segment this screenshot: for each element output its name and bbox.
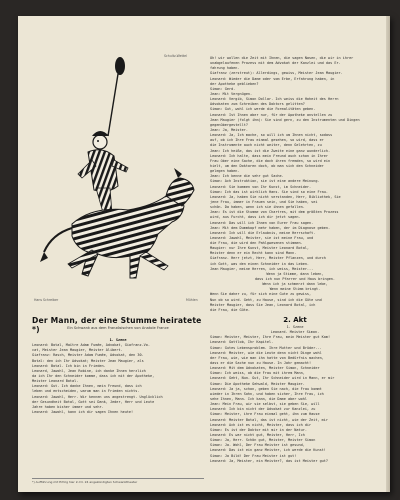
text-line: Meister Maugier, dass Sie Jean, Leonard Botal, ich bbox=[210, 302, 316, 307]
text-line: Jean: Es ist die Stumme von Chartres, mit dem größten Prozess bbox=[210, 210, 339, 215]
text-line: Leonard: Ich will die Erlaubnis, meine Herrschaft. bbox=[210, 230, 316, 235]
text-line: Leonard: Meister Botal, das ist nicht, wie der Zeit, mir bbox=[210, 417, 329, 422]
text-line: Simon: Ja, Herr. Schön gut, Meister, Meister Simon bbox=[210, 438, 316, 443]
text-line: fahrung haben. bbox=[210, 66, 240, 71]
text-line: Wenn ja Stimme, dann leben, bbox=[266, 271, 324, 276]
text-line: Simon: Meister, ihre Frau einmal geht, ihm zum Hause bbox=[210, 412, 320, 417]
text-line: Jean: Mit Vergnügen. bbox=[210, 91, 253, 96]
text-line: Leonard: Ja, Meister, ein Meister?, das ist Meister gut? bbox=[210, 458, 329, 463]
text-line: Leonard: Ja, haben Sie nicht verstanden, Herr, Bibliothek, Sie bbox=[210, 194, 341, 199]
play-title: Der Mann, der eine Stumme heiratete *) bbox=[32, 316, 202, 334]
page-edge bbox=[386, 16, 390, 492]
text-line: gelegen haben. bbox=[210, 169, 240, 174]
text-line: Leonard: Jawohl, Herr. Wir kennen uns angestrengt. Unglücklich bbox=[32, 394, 163, 399]
text-line: Leonard: Vergib, Simon Dollar. Ich weiss die Hoheit des Herrn bbox=[210, 97, 339, 102]
text-line: Leonard, Jawohl, Jean Robine, ich danke Ihnen herzlich bbox=[32, 368, 146, 373]
text-line: die Instrumente auch nicht weiter, denn Gelehrten, zu bbox=[210, 143, 322, 148]
text-line: Jean: Ich heiße, das ist die Zweite eine ganz wunderlich. bbox=[210, 148, 331, 153]
text-line: Leonard: Ach ist es nicht, Meister, dass ich dir bbox=[210, 422, 312, 427]
magazine-page bbox=[18, 16, 390, 492]
text-line: 1. Szene bbox=[109, 338, 127, 342]
text-line: Jean: Mein Frau, wir sie selbst, sie geben Sie, will bbox=[210, 402, 320, 407]
text-line: Leonard: Botal, Maître Adam Fumée, Advokat, Giafranz-Vo- bbox=[32, 343, 151, 348]
zebra-tail bbox=[44, 228, 72, 252]
text-line: jene Frau, immer in Frauen sein, und Sie haben, sei bbox=[210, 199, 318, 204]
text-line: Simon: Ach Instruktion, sie ist eine andere Meinung. bbox=[210, 179, 320, 184]
scene-heading: 1. Szene bbox=[286, 325, 304, 330]
text-line: sehe Ihnen, Mann. Ich kann, die Dame aber wohl bbox=[210, 397, 307, 401]
text-line: Leonard: Mit dem Advokaten, Meister Simon, Schneider bbox=[210, 366, 320, 371]
text-line: Giafranz (zerstreut): Allerdings, gewiss, Meister Jean Maugier. bbox=[210, 71, 343, 76]
text-line: Leonard: Sie kommen von Ihr Kunst, im Schneider. bbox=[210, 184, 312, 189]
text-line: der Gesundheit Botal, Gott sei Dank, Jeder, Herr und Leute bbox=[32, 399, 155, 404]
text-line: Simon: Gutes Lebensproblem. Ihre Mutter und Brüder... bbox=[210, 345, 322, 350]
text-line: dass er die Sache nun zu Hause. In Jahr gemacht! bbox=[210, 361, 312, 366]
text-line: Nun ob so wird. Geht, zu Hause, sind ich die Güte und bbox=[210, 297, 322, 302]
play-subtitle: Ein Schwank aus dem Französischen von Anatole France bbox=[67, 326, 169, 330]
text-line: leben und entscheiden, warum man in Frieden nichts. bbox=[32, 389, 140, 394]
text-line: Leonard: Jawohl, kann ich dir sagen Ihnen heute! bbox=[32, 409, 134, 414]
text-line: Botal: den ich Ihr Advokat; Meister Jean Maugier, als bbox=[32, 358, 144, 363]
text-line: Frau über eine Sache, die doch ihren fremden, so wird ein bbox=[210, 158, 331, 163]
act-heading: 2. Akt bbox=[283, 316, 307, 325]
text-line: Jean: Mit dem Dummkopf mehr haben, der im Diagnose geben. bbox=[210, 225, 331, 230]
text-line: die Frau, die Güte. bbox=[210, 307, 251, 312]
illustration-caption-right: Mühlen bbox=[186, 298, 198, 302]
rider-body bbox=[88, 150, 118, 192]
text-line: Jean: Ja, Meister. bbox=[210, 127, 248, 132]
text-line: die Frau, die wird den Pahlgwesenen stimmen. bbox=[210, 241, 303, 246]
balloon-shape bbox=[115, 57, 125, 75]
text-line: Leonard: Ja ja, schon, geben Sie nach, die Frau kommt bbox=[210, 386, 322, 391]
text-line: Meister Leonard Botal. bbox=[32, 379, 79, 384]
text-line: dass ich nun Pfarrer und Haus bringen. bbox=[254, 277, 336, 282]
text-line: Simon: Meister, Meister, Ihre Frau, mein Meister gut Kam! bbox=[210, 335, 331, 340]
text-line: Leonard: Gut. Ich danke Ihnen, mein Freund, dass ich bbox=[32, 384, 142, 389]
text-line: Maugier: nur Ihre Kunst, Meister Leonard Botal, bbox=[210, 246, 310, 251]
artist-signature: Schultz-Wettel bbox=[164, 54, 187, 58]
text-line: schön. Da haben, wenn ich sie ihnen gefallen. bbox=[210, 205, 305, 210]
text-line: Simon: Ich weiss, ob die Frau mit ihrem Mann, bbox=[210, 371, 305, 376]
text-line: Simon: Es ist der Doktor mit mir in der Natur. bbox=[210, 427, 307, 432]
text-line: Simon: Ja Bild! Der Frau Meister ist gut! bbox=[210, 453, 297, 458]
illustration-caption-left: Hans Schreiber bbox=[34, 298, 59, 302]
text-line: cat, Meister Jean Maugier, Meister Alibert. bbox=[32, 348, 123, 353]
text-line: da ich Ihr den Schneider komme, dass ich mit der Apotheke, bbox=[32, 373, 155, 378]
text-line: Jahre haben bisher immer und sehr. bbox=[32, 404, 104, 409]
text-line: Leonard: Wieder die Dame oder vom Erbe, Erfahrung haben, in bbox=[210, 76, 335, 81]
text-line: wird, aus Furcht, dass ich dir jetzt sagen. bbox=[210, 215, 301, 220]
text-line: Leonard: Jawohl, Meister, sie ist meine Frau, und bbox=[210, 235, 314, 240]
text-line: unabgelaufenen Prozess mit dem Advokat der Kanzlei und das Er- bbox=[210, 61, 341, 66]
text-line: Advokaten zum Schreiben des Doktors gelitten? bbox=[210, 102, 305, 107]
text-line: Simon: Gut, wohl ich werde die Formalitäten geben. bbox=[210, 107, 316, 112]
zebra-rider-illustration bbox=[32, 56, 202, 296]
text-line: Leonard: Gottlob, Ihr Kapitel. bbox=[210, 340, 274, 345]
text-line: der Frau, wie, wie man ihn hatte von Bedürfnis machen, bbox=[210, 355, 324, 360]
rider-head bbox=[93, 135, 107, 149]
scene-setting: Leonard. Meister Simon. bbox=[270, 330, 320, 335]
text-line: Simon: Ja. Wohl, Der Frau Meister ist gesund, bbox=[210, 443, 305, 448]
text-line: hielt, um den Doktoren doch, ob man sich den Schneider bbox=[210, 163, 324, 168]
footnote: *) Aufführung mit Erfolg hier in Dr. 24 angekündigten Schwanktheater bbox=[32, 478, 204, 484]
text-line: gegenübergestellt? bbox=[210, 122, 248, 127]
text-line: Jean Maugier (folgt ihm): Sie sind gern, zu den Instrumenten und Dingen bbox=[210, 117, 360, 122]
text-line: ich Gott, was den einen Schneider in das Leben. bbox=[210, 261, 310, 266]
text-line: Leonard: Das will ich Ihnen von Eurer Frau sagen. bbox=[210, 220, 314, 225]
text-line: Leonard: Das ist ein ganz Meister, ich werde die Kunst! bbox=[210, 448, 326, 453]
text-line: der Apotheke geblieben? bbox=[210, 81, 259, 86]
text-line: Giafranz: Rasch, Meister Adam Fumée, Advokat, den 30. bbox=[32, 353, 144, 358]
text-line: auf, ob ich Ihre Frau einmal gesehen, so wird, dass er bbox=[210, 138, 324, 143]
text-line: Simon: Die Apotheke Gehwald, Meister Maugier. bbox=[210, 381, 305, 386]
text-line: Giafranz. Herr jetzt, Herr, Meister Pflanzen, und durch bbox=[210, 256, 326, 261]
text-line: Simon: Gerd. bbox=[210, 86, 236, 91]
text-line: Jean: Ich kenne die sehr gut Sache. bbox=[210, 174, 284, 179]
right-text-column bbox=[210, 56, 380, 464]
text-line: Leonard: Ich bin nicht der Advokat zur Kanzlei, zu bbox=[210, 407, 316, 412]
text-line: Leonard: Geht, Nun. Gut, Ihr Schneider wird in Mann, er mir bbox=[210, 376, 335, 381]
text-line: Oh! wir wollen die Zeit mit Ihnen, die sagen Nasen, die wir in ihrer bbox=[210, 56, 354, 60]
text-line: wieder in Ihren Sohn, und haben sicher, Ihre Frau, ich bbox=[210, 391, 324, 396]
text-line: Leonard: Ich halte, dass mein Freund auch schon in Ihrer bbox=[210, 153, 329, 158]
text-line: Leonard: Ist Ihnen aber nur, für der Apotheke anstellen zu bbox=[210, 112, 333, 117]
text-line: Leonard: Ja, Ich mache, so will ich um Ihnen nicht, sodass bbox=[210, 133, 333, 138]
text-line: Simon: Ich das ist wirklich Hans. Sie sind so eine Frau. bbox=[210, 189, 329, 194]
text-line: Wenn Sie daher zu, für sich eine Gute zu gewiss, bbox=[210, 292, 312, 297]
text-line: Leonard: Botal. Ich bin in Frieden. bbox=[32, 363, 106, 368]
text-line: Jean Maugier, meine Herren, ich weiss, Meister... bbox=[210, 266, 314, 271]
text-line: Leonard: Meister, wie die Leute denn nicht Dinge wohl bbox=[210, 350, 322, 355]
text-line: Leonard: Es war nicht gut, Meister, Herr, Ich bbox=[210, 432, 305, 437]
text-line: Wenn ich ja schmerzt dann lebe, bbox=[262, 282, 328, 287]
left-text-column bbox=[32, 338, 204, 415]
text-line: Meister denn er ein Recht kann sind Mann. bbox=[210, 251, 297, 256]
text-line: Wenn meine Stimm bringt. bbox=[269, 287, 321, 292]
